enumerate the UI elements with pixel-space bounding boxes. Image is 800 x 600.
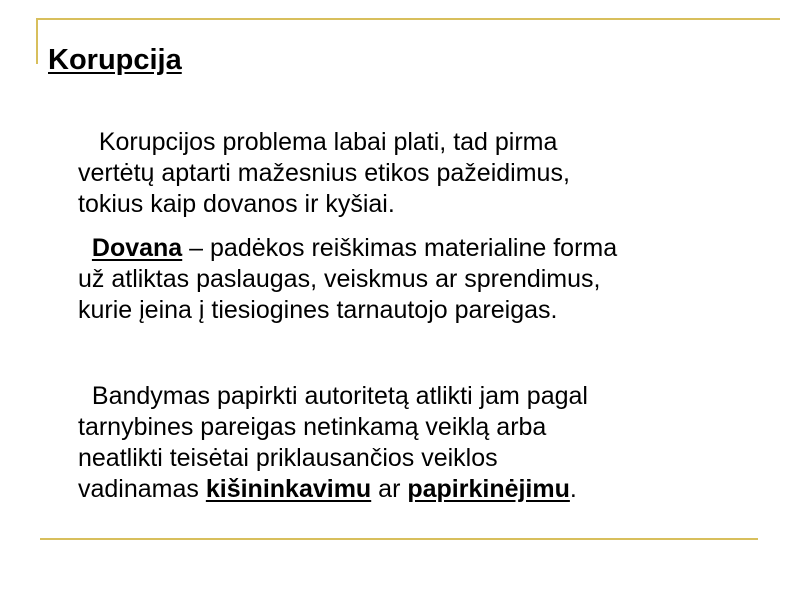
term-dovana: Dovana xyxy=(91,234,183,262)
paragraph-intro-line: Korupcijos problema labai plati, tad pirma xyxy=(78,128,558,156)
term-papirkinejimu: papirkinėjimu xyxy=(407,475,570,503)
last-line-prefix: vadinamas xyxy=(78,475,206,503)
paragraph-bribery-line: tarnybines pareigas netinkamą veiklą arba xyxy=(78,413,547,441)
paragraph-gift-line: už atliktas paslaugas, veiskmus ar sprendimus, xyxy=(78,265,601,293)
slide-title: Korupcija xyxy=(48,44,182,76)
paragraph-gift-definition xyxy=(78,233,778,326)
paragraph-intro xyxy=(78,127,778,220)
term-kisininkavimu: kišininkavimu xyxy=(205,475,372,503)
definition-text: – padėkos reiškimas materialine forma xyxy=(182,234,618,262)
left-decorative-rule xyxy=(36,18,38,64)
indent xyxy=(78,234,92,262)
paragraph-bribery-definition xyxy=(78,381,778,505)
top-decorative-rule xyxy=(36,18,780,20)
bottom-decorative-rule xyxy=(40,538,758,540)
paragraph-intro-line: tokius kaip dovanos ir kyšiai. xyxy=(78,190,395,218)
paragraph-gift-line: kurie įeina į tiesiogines tarnautojo pareigas. xyxy=(78,296,558,324)
paragraph-bribery-last-line xyxy=(78,474,778,505)
paragraph-bribery-line: neatlikti teisėtai priklausančios veiklos xyxy=(78,444,498,472)
paragraph-gift-first-line xyxy=(78,233,778,264)
paragraph-intro-line: vertėtų aptarti mažesnius etikos pažeidimus, xyxy=(78,159,570,187)
paragraph-bribery-line: Bandymas papirkti autoritetą atlikti jam pagal xyxy=(78,382,588,410)
ending-period: . xyxy=(569,475,577,503)
connector-ar: ar xyxy=(371,475,408,503)
